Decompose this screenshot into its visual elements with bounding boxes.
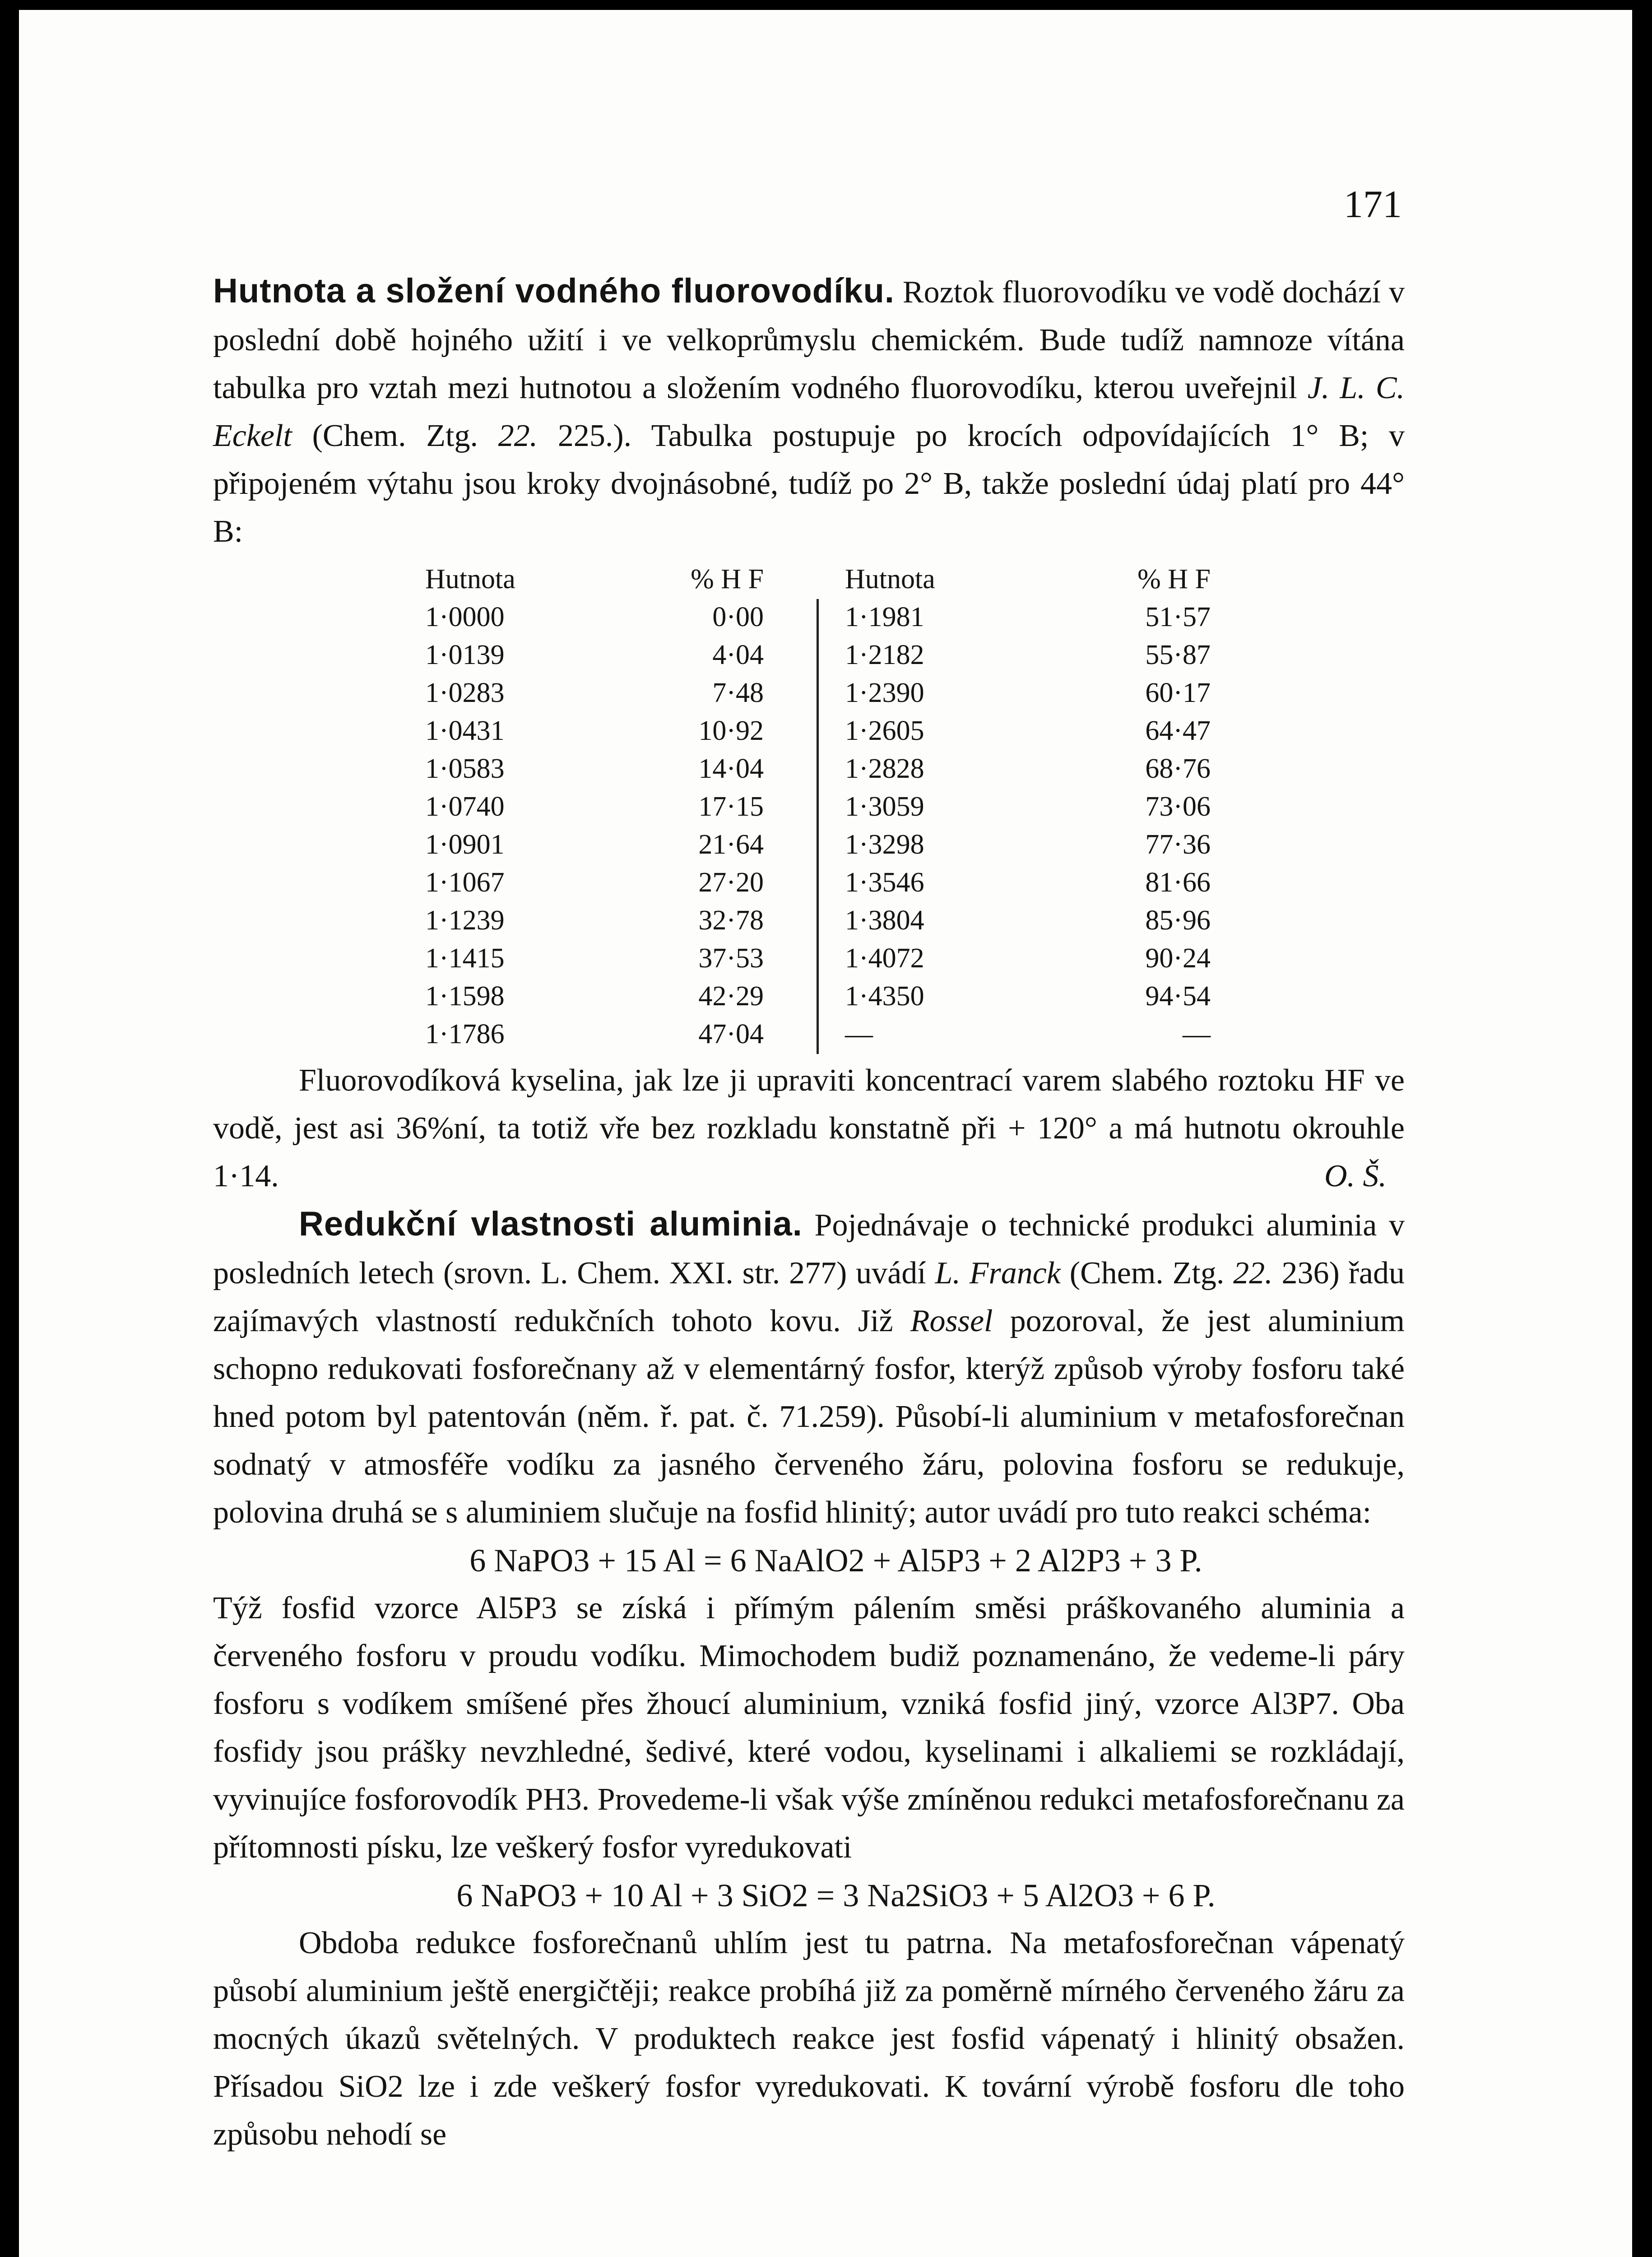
table-header: % H F (691, 564, 764, 594)
table-cell: 14·04 (698, 753, 764, 784)
table-cell: 1·1067 (425, 867, 505, 898)
table-cell: 77·36 (1145, 829, 1211, 860)
hf-acid-text: Fluorovodíková kyselina, jak lze ji upraviti koncentrací varem slabého roztoku HF ve vodě, jest asi 36%ní, ta totiž vře bez rozkladu konstatně při + 120° a má hutnotu okrouhle 1·14. (213, 1063, 1405, 1194)
col-right-hutnota (777, 560, 1035, 1053)
table-cell: 10·92 (698, 715, 764, 746)
hf-intro-text: Roztok fluorovodíku ve vodě dochází v poslední době hojného užití i ve velkoprůmyslu chemickém. Bude tudíž namnoze vítána tabulka pro vztah mezi hutnotou a složením vodného fluorovodíku, kterou uveřejnil (213, 275, 1405, 405)
table-cell: 81·66 (1145, 867, 1211, 898)
table-cell: 73·06 (1145, 791, 1211, 822)
table-cell: 1·3546 (845, 867, 924, 898)
paragraph-analogy: Obdoba redukce fosforečnanů uhlím jest tu patrna. Na metafosforečnan vápenatý působí aluminium ještě energičtěji; reakce probíhá již za poměrně mírného červeného žáru za mocných úkazů světelných. V produktech reakce jest fosfid vápenatý i hlinitý obsažen. Přísadou SiO2 lze i zde veškerý fosfor vyredukovati. K tovární výrobě fosforu dle toho způsobu nehodí se (213, 1926, 1405, 2152)
table-cell: 64·47 (1145, 715, 1211, 746)
table-cell: 42·29 (698, 981, 764, 1012)
table-cell: 0·00 (712, 602, 764, 632)
table-cell: 85·96 (1145, 905, 1211, 936)
page-number: 171 (1344, 182, 1402, 226)
table-cell: 4·04 (712, 640, 764, 670)
table-cell: 1·0583 (425, 753, 505, 784)
table-header: Hutnota (425, 564, 515, 594)
table-cell: 1·1786 (425, 1019, 505, 1050)
col-left-hutnota (213, 560, 561, 1053)
table-cell: — (1183, 1019, 1211, 1050)
table-cell: 60·17 (1145, 678, 1211, 708)
table-cell: 68·76 (1145, 753, 1211, 784)
ref-post: 225.). (557, 418, 632, 453)
table-cell: — (845, 1019, 873, 1050)
section-heading-hf: Hutnota a složení vodného fluorovodíku. (213, 272, 895, 310)
paragraph-fosfid: Týž fosfid vzorce Al5P3 se získá i přímým pálením směsi práškovaného aluminia a červeného fosforu v proudu vodíku. Mimochodem budiž poznamenáno, že vedeme-li páry fosforu s vodíkem smíšené přes žhoucí aluminium, vzniká fosfid jiný, vzorce Al3P7. Oba fosfidy jsou prášky nevzhledné, šedivé, které vodou, kyselinami i alkaliemi se rozkládají, vyvinujíce fosforovodík PH3. Provedeme-li však výše zmíněnou redukci metafosforečnanu za přítomnosti písku, lze veškerý fosfor vyredukovati (213, 1591, 1405, 1865)
ref-volume: 22. (498, 418, 538, 453)
page-body (213, 267, 1405, 2159)
hf-density-table (213, 560, 1405, 1053)
section-hf-intro (213, 267, 1405, 556)
table-cell: 37·53 (698, 943, 764, 974)
col-left-hf (561, 560, 777, 1053)
al-text-a: Pojednávaje o technické produkci aluminia v posledních letech (srovn. L. Chem. XXI. str. 277) uvádí (213, 1208, 1405, 1291)
hf-intro-text-2: Tabulka postupuje po krocích odpovídajících 1° B; v připojeném výtahu jsou kroky dvojnásobné, tudíž po 2° B, takže poslední údaj platí pro 44° B: (213, 418, 1405, 549)
table-cell: 1·3298 (845, 829, 924, 860)
page (19, 10, 1632, 2257)
section-aluminium-intro (213, 1200, 1405, 1537)
signature: O. Š. (1324, 1159, 1387, 1194)
table-cell: 21·64 (698, 829, 764, 860)
section-heading-aluminium: Redukční vlastnosti aluminia. (299, 1205, 803, 1243)
table-cell: 1·0283 (425, 678, 505, 708)
table-cell: 55·87 (1145, 640, 1211, 670)
author-franck: L. Franck (935, 1256, 1061, 1291)
table-cell: 7·48 (712, 678, 764, 708)
table-cell: 1·0139 (425, 640, 505, 670)
al-text-c: 236) řadu zajímavých vlastností redukčních tohoto kovu. Již (213, 1256, 1405, 1338)
table-header: % H F (1137, 564, 1211, 594)
ref-pre: (Chem. Ztg. (312, 418, 478, 453)
table-cell: 1·1981 (845, 602, 924, 632)
formula-1: 6 NaPO3 + 15 Al = 6 NaAlO2 + Al5P3 + 2 Al2P3 + 3 P. (469, 1542, 1202, 1579)
table-cell: 1·3804 (845, 905, 924, 936)
table-cell: 1·0740 (425, 791, 505, 822)
al-text-b: (Chem. Ztg. (1069, 1256, 1225, 1291)
author-rossel: Rossel (910, 1304, 993, 1338)
table-cell: 1·0901 (425, 829, 505, 860)
table-cell: 1·2390 (845, 678, 924, 708)
table-header: Hutnota (845, 564, 935, 594)
al-text-d: pozoroval, že jest aluminium schopno redukovati fosforečnany až v elementárný fosfor, kterýž způsob výroby fosforu také hned potom byl patentován (něm. ř. pat. č. 71.259). Působí-li aluminium v metafosforečnan sodnatý v atmosféře vodíku za jasného červeného žáru, polovina fosforu se redukuje, polovina druhá se s aluminiem slučuje na fosfid hlinitý; autor uvádí pro tuto reakci schéma: (213, 1304, 1405, 1530)
table-cell: 1·1415 (425, 943, 505, 974)
table-cell: 32·78 (698, 905, 764, 936)
author-eckelt: J. L. C. Eckelt (213, 371, 1405, 453)
table-cell: 27·20 (698, 867, 764, 898)
formula-2: 6 NaPO3 + 10 Al + 3 SiO2 = 3 Na2SiO3 + 5 Al2O3 + 6 P. (456, 1877, 1216, 1913)
table-cell: 1·1598 (425, 981, 505, 1012)
ref-volume-2: 22. (1233, 1256, 1273, 1291)
table-cell: 51·57 (1145, 602, 1211, 632)
table-cell: 1·1239 (425, 905, 505, 936)
table-cell: 1·2182 (845, 640, 924, 670)
table-cell: 94·54 (1145, 981, 1211, 1012)
col-right-hf (1035, 560, 1224, 1053)
table-cell: 1·3059 (845, 791, 924, 822)
table-cell: 17·15 (698, 791, 764, 822)
table-divider (817, 599, 819, 1054)
table-cell: 1·2828 (845, 753, 924, 784)
table-cell: 1·0431 (425, 715, 505, 746)
table-cell: 1·4350 (845, 981, 924, 1012)
table-cell: 90·24 (1145, 943, 1211, 974)
table-cell: 1·0000 (425, 602, 505, 632)
paragraph-hf-acid (213, 1057, 1405, 1200)
table-cell: 1·4072 (845, 943, 924, 974)
table-cell: 1·2605 (845, 715, 924, 746)
table-cell: 47·04 (698, 1019, 764, 1050)
